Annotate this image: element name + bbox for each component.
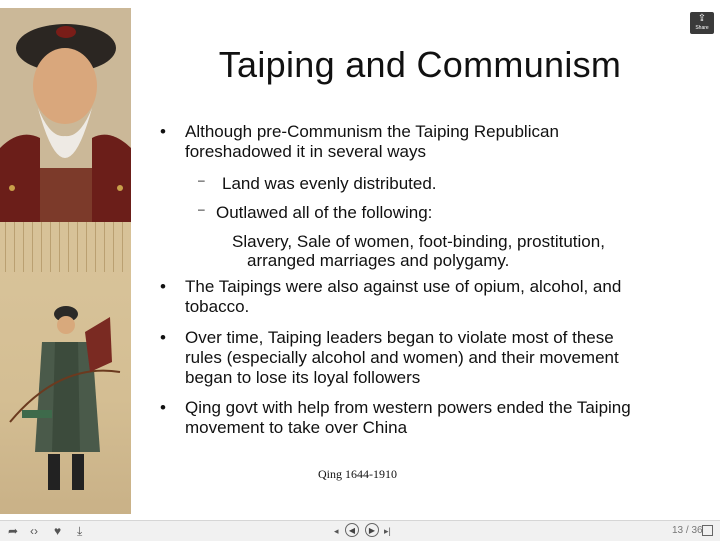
bullet-marker: • [160, 122, 166, 141]
download-icon[interactable]: ⤓ [77, 524, 83, 538]
scroll-painting-image [0, 222, 131, 514]
bullet-marker: • [160, 277, 166, 296]
share-icon: ⇪ [697, 13, 707, 24]
sub-sub-text-line-1: Slavery, Sale of women, foot-binding, prostitution, [232, 232, 605, 251]
viewer-toolbar [0, 520, 720, 541]
share-button-label: Share [695, 25, 709, 31]
fullscreen-icon[interactable] [702, 525, 713, 536]
bullet-marker: • [160, 398, 166, 417]
dash-marker: – [198, 173, 205, 187]
previous-icon[interactable]: ◂ [334, 526, 339, 536]
portrait-image [0, 8, 131, 222]
play-backward-icon[interactable]: ◀ [345, 523, 359, 537]
bullet-text: Although pre-Communism the Taiping Republican foreshadowed it in several ways [185, 122, 559, 161]
bullet-text: Over time, Taiping leaders began to violate most of these rules (especially alcohol and women) and their movement began to lose its loyal followers [185, 328, 619, 387]
sub-bullet-text: Outlawed all of the following: [216, 203, 433, 222]
sub-bullet-text: Land was evenly distributed. [222, 174, 437, 193]
next-icon[interactable]: ▸| [384, 526, 391, 536]
bullet-text: The Taipings were also against use of opium, alcohol, and tobacco. [185, 277, 622, 316]
embed-code-icon[interactable]: ‹› [30, 524, 38, 538]
dash-marker: – [198, 202, 205, 216]
arrow-right-icon[interactable]: ➦ [8, 524, 19, 538]
image-caption: Qing 1644-1910 [318, 467, 397, 481]
heart-icon[interactable]: ♥ [54, 524, 62, 538]
share-button[interactable] [690, 12, 714, 34]
bullet-text: Qing govt with help from western powers ended the Taiping movement to take over China [185, 398, 631, 437]
page-indicator: 13 / 36 [672, 525, 703, 536]
play-icon[interactable]: ▶ [365, 523, 379, 537]
bullet-marker: • [160, 328, 166, 347]
slide-title: Taiping and Communism [218, 44, 622, 85]
sub-sub-text-line-2: arranged marriages and polygamy. [247, 251, 510, 270]
